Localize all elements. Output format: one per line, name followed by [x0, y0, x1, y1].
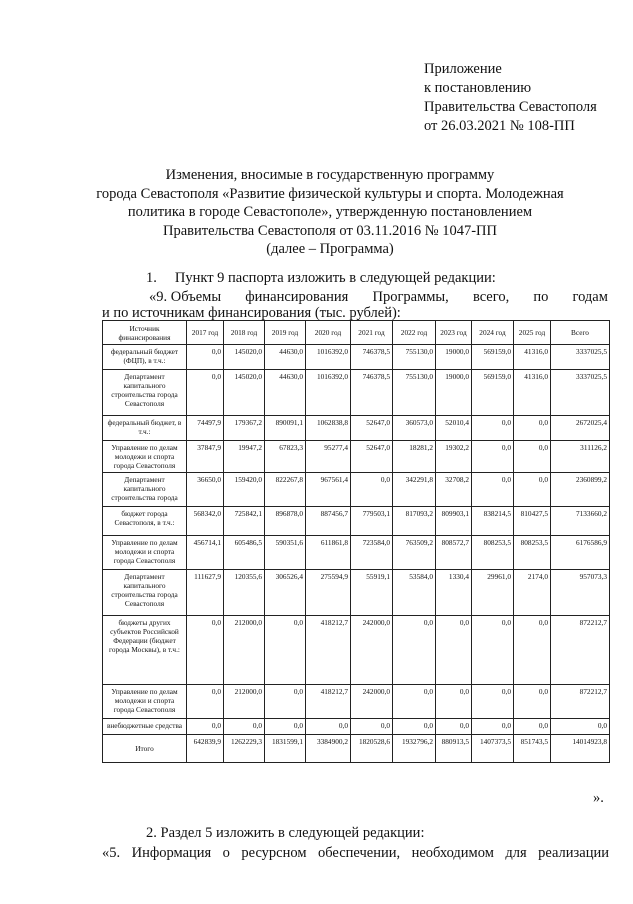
- row-value-cell: 755130,0: [393, 345, 436, 370]
- row-value-cell: 1407373,5: [472, 735, 514, 763]
- row-source-cell: федеральный бюджет, в т.ч.:: [103, 416, 187, 441]
- item-9-quote-line: [149, 289, 608, 306]
- row-value-cell: 52647,0: [351, 416, 393, 441]
- row-value-cell: 0,0: [265, 719, 306, 735]
- item-5-word: необходимом: [411, 845, 494, 861]
- title-line: Правительства Севастополя от 03.11.2016 № 1047-ПП: [162, 222, 498, 239]
- row-value-cell: 2672025,4: [551, 416, 610, 441]
- row-value-cell: 763509,2: [393, 536, 436, 570]
- row-value-cell: 212000,0: [224, 685, 265, 719]
- row-value-cell: 0,0: [187, 685, 224, 719]
- item-5-line: [102, 845, 609, 862]
- row-value-cell: 342291,8: [393, 473, 436, 507]
- item-5-word: о: [222, 845, 230, 861]
- row-value-cell: 0,0: [265, 685, 306, 719]
- row-value-cell: 0,0: [514, 685, 551, 719]
- row-value-cell: 0,0: [436, 616, 472, 685]
- row-value-cell: 44630,0: [265, 370, 306, 416]
- row-value-cell: 41316,0: [514, 370, 551, 416]
- row-value-cell: 18281,2: [393, 441, 436, 473]
- header-year: 2021 год: [351, 321, 393, 345]
- table-row: [103, 685, 610, 719]
- row-value-cell: 0,0: [472, 685, 514, 719]
- row-value-cell: 851743,5: [514, 735, 551, 763]
- row-value-cell: 52647,0: [351, 441, 393, 473]
- row-value-cell: 642839,9: [187, 735, 224, 763]
- header-year: 2018 год: [224, 321, 265, 345]
- row-value-cell: 872212,7: [551, 685, 610, 719]
- row-value-cell: 0,0: [436, 719, 472, 735]
- row-value-cell: 275594,9: [306, 570, 351, 616]
- item-9-quote-line-2: и по источникам финансирования (тыс. рублей):: [102, 305, 401, 321]
- row-source-cell: Департамент капитального строительства города: [103, 473, 187, 507]
- row-value-cell: 179367,2: [224, 416, 265, 441]
- header-year: 2017 год: [187, 321, 224, 345]
- row-source-cell: Итого: [103, 735, 187, 763]
- row-value-cell: 957073,3: [551, 570, 610, 616]
- row-value-cell: 0,0: [514, 616, 551, 685]
- row-value-cell: 0,0: [224, 719, 265, 735]
- row-value-cell: 145020,0: [224, 345, 265, 370]
- table-row: [103, 416, 610, 441]
- header-year: 2022 год: [393, 321, 436, 345]
- row-value-cell: 746378,5: [351, 345, 393, 370]
- row-value-cell: 725842,1: [224, 507, 265, 536]
- row-value-cell: 95277,4: [306, 441, 351, 473]
- row-value-cell: 755130,0: [393, 370, 436, 416]
- table-header-row: [103, 321, 610, 345]
- row-value-cell: 360573,0: [393, 416, 436, 441]
- row-value-cell: 37847,9: [187, 441, 224, 473]
- row-source-cell: бюджет города Севастополя, в т.ч.:: [103, 507, 187, 536]
- row-value-cell: 0,0: [187, 370, 224, 416]
- row-value-cell: 52010,4: [436, 416, 472, 441]
- title-line: Изменения, вносимые в государственную программу: [165, 167, 495, 183]
- row-value-cell: 0,0: [436, 685, 472, 719]
- row-value-cell: 0,0: [472, 616, 514, 685]
- row-value-cell: 111627,9: [187, 570, 224, 616]
- row-value-cell: 0,0: [351, 473, 393, 507]
- row-value-cell: 611861,8: [306, 536, 351, 570]
- item-5-word: Информация: [131, 845, 212, 861]
- row-value-cell: 41316,0: [514, 345, 551, 370]
- row-value-cell: 1062838,8: [306, 416, 351, 441]
- row-value-cell: 0,0: [187, 719, 224, 735]
- row-value-cell: 872212,7: [551, 616, 610, 685]
- title-line: (далее – Программа): [266, 241, 394, 257]
- row-source-cell: бюджеты других субъектов Российской Федерации (бюджет города Москвы), в т.ч.:: [103, 616, 187, 685]
- row-value-cell: 0,0: [393, 616, 436, 685]
- row-value-cell: 1016392,0: [306, 370, 351, 416]
- row-value-cell: 2360899,2: [551, 473, 610, 507]
- row-value-cell: 880913,5: [436, 735, 472, 763]
- row-value-cell: 779503,1: [351, 507, 393, 536]
- table-row: [103, 473, 610, 507]
- row-value-cell: 0,0: [187, 345, 224, 370]
- row-value-cell: 0,0: [514, 416, 551, 441]
- row-value-cell: 456714,1: [187, 536, 224, 570]
- row-source-cell: Управление по делам молодежи и спорта города Севастополя: [103, 441, 187, 473]
- appendix-header: [424, 60, 624, 136]
- row-value-cell: 1831599,1: [265, 735, 306, 763]
- row-value-cell: 569159,0: [472, 370, 514, 416]
- item-5-word: для: [505, 845, 527, 861]
- table-row: [103, 719, 610, 735]
- row-value-cell: 1262229,3: [224, 735, 265, 763]
- row-value-cell: 0,0: [472, 719, 514, 735]
- row-value-cell: 810427,5: [514, 507, 551, 536]
- row-value-cell: 3337025,5: [551, 345, 610, 370]
- row-value-cell: 418212,7: [306, 616, 351, 685]
- row-value-cell: 55919,1: [351, 570, 393, 616]
- row-value-cell: 19000,0: [436, 370, 472, 416]
- quote-word: по: [533, 289, 549, 305]
- row-value-cell: 590351,6: [265, 536, 306, 570]
- row-value-cell: 0,0: [187, 616, 224, 685]
- item-1-number: 1.: [146, 270, 157, 286]
- row-value-cell: 896878,0: [265, 507, 306, 536]
- quote-word: финансирования: [245, 289, 349, 305]
- table-row: [103, 370, 610, 416]
- row-value-cell: 817093,2: [393, 507, 436, 536]
- item-5-word: обеспечении,: [318, 845, 401, 861]
- row-value-cell: 306526,4: [265, 570, 306, 616]
- row-value-cell: 120355,6: [224, 570, 265, 616]
- row-value-cell: 0,0: [472, 473, 514, 507]
- row-source-cell: федеральный бюджет (ФЦП), в т.ч.:: [103, 345, 187, 370]
- header-year: 2020 год: [306, 321, 351, 345]
- row-value-cell: 1932796,2: [393, 735, 436, 763]
- item-5-word: «5.: [102, 845, 121, 861]
- row-value-cell: 569159,0: [472, 345, 514, 370]
- row-value-cell: 3337025,5: [551, 370, 610, 416]
- item-1: [146, 270, 514, 287]
- header-year: 2025 год: [514, 321, 551, 345]
- item-5-word: ресурсном: [241, 845, 307, 861]
- row-value-cell: 838214,5: [472, 507, 514, 536]
- row-value-cell: 6176586,9: [551, 536, 610, 570]
- row-value-cell: 3384900,2: [306, 735, 351, 763]
- row-value-cell: 808253,5: [472, 536, 514, 570]
- row-value-cell: 44630,0: [265, 345, 306, 370]
- row-value-cell: 568342,0: [187, 507, 224, 536]
- row-value-cell: 212000,0: [224, 616, 265, 685]
- row-value-cell: 0,0: [472, 416, 514, 441]
- row-value-cell: 418212,7: [306, 685, 351, 719]
- row-value-cell: 0,0: [306, 719, 351, 735]
- quote-word: Программы,: [372, 289, 449, 305]
- appendix-line: от 26.03.2021 № 108-ПП: [424, 118, 575, 134]
- row-source-cell: Управление по делам молодежи и спорта города Севастополя: [103, 685, 187, 719]
- row-value-cell: 723584,0: [351, 536, 393, 570]
- row-value-cell: 808253,5: [514, 536, 551, 570]
- row-value-cell: 808572,7: [436, 536, 472, 570]
- row-value-cell: 311126,2: [551, 441, 610, 473]
- row-value-cell: 887456,7: [306, 507, 351, 536]
- table-row: [103, 536, 610, 570]
- table-body: [103, 345, 610, 763]
- item-5-word: реализации: [538, 845, 609, 861]
- header-year: 2023 год: [436, 321, 472, 345]
- item-2: 2. Раздел 5 изложить в следующей редакции:: [146, 825, 425, 841]
- row-value-cell: 29961,0: [472, 570, 514, 616]
- row-value-cell: 0,0: [351, 719, 393, 735]
- row-value-cell: 0,0: [265, 616, 306, 685]
- header-year: 2019 год: [265, 321, 306, 345]
- row-value-cell: 0,0: [472, 441, 514, 473]
- appendix-line: к постановлению: [424, 80, 532, 96]
- row-value-cell: 19000,0: [436, 345, 472, 370]
- table-row: [103, 735, 610, 763]
- title-line: политика в городе Севастополе», утвержденную постановлением: [127, 204, 533, 220]
- row-value-cell: 605486,5: [224, 536, 265, 570]
- row-value-cell: 2174,0: [514, 570, 551, 616]
- row-value-cell: 32708,2: [436, 473, 472, 507]
- row-value-cell: 809903,1: [436, 507, 472, 536]
- row-value-cell: 822267,8: [265, 473, 306, 507]
- row-value-cell: 14014923,8: [551, 735, 610, 763]
- row-source-cell: Управление по делам молодежи и спорта города Севастополя: [103, 536, 187, 570]
- quote-word: годам: [572, 289, 608, 305]
- appendix-line: Приложение: [424, 61, 502, 77]
- row-value-cell: 0,0: [514, 441, 551, 473]
- row-value-cell: 0,0: [514, 473, 551, 507]
- row-value-cell: 242000,0: [351, 685, 393, 719]
- row-value-cell: 19947,2: [224, 441, 265, 473]
- row-value-cell: 1820528,6: [351, 735, 393, 763]
- row-value-cell: 74497,9: [187, 416, 224, 441]
- financing-table: [102, 320, 610, 763]
- table-row: [103, 441, 610, 473]
- row-source-cell: Департамент капитального строительства города Севастополя: [103, 570, 187, 616]
- row-value-cell: 890091,1: [265, 416, 306, 441]
- row-value-cell: 242000,0: [351, 616, 393, 685]
- row-value-cell: 967561,4: [306, 473, 351, 507]
- item-1-text: Пункт 9 паспорта изложить в следующей редакции:: [174, 270, 496, 286]
- row-value-cell: 0,0: [551, 719, 610, 735]
- header-year: 2024 год: [472, 321, 514, 345]
- row-value-cell: 53584,0: [393, 570, 436, 616]
- appendix-line: Правительства Севастополя: [424, 99, 597, 115]
- row-value-cell: 1330,4: [436, 570, 472, 616]
- row-source-cell: Департамент капитального строительства города Севастополя: [103, 370, 187, 416]
- row-value-cell: 159420,0: [224, 473, 265, 507]
- table-row: [103, 570, 610, 616]
- table-row: [103, 507, 610, 536]
- table-row: [103, 616, 610, 685]
- title-line: города Севастополя «Развитие физической культуры и спорта. Молодежная: [96, 185, 564, 202]
- quote-word: всего,: [472, 289, 510, 305]
- row-value-cell: 1016392,0: [306, 345, 351, 370]
- table-row: [103, 345, 610, 370]
- row-value-cell: 145020,0: [224, 370, 265, 416]
- quote-word: «9. Объемы: [149, 289, 222, 305]
- document-title: [90, 166, 570, 259]
- row-value-cell: 0,0: [393, 719, 436, 735]
- row-value-cell: 746378,5: [351, 370, 393, 416]
- row-value-cell: 7133660,2: [551, 507, 610, 536]
- row-value-cell: 67823,3: [265, 441, 306, 473]
- row-value-cell: 0,0: [514, 719, 551, 735]
- closing-quote: ».: [593, 790, 604, 806]
- row-value-cell: 36650,0: [187, 473, 224, 507]
- header-source: Источник финансирования: [103, 321, 187, 345]
- header-total: Всего: [551, 321, 610, 345]
- row-value-cell: 19302,2: [436, 441, 472, 473]
- row-value-cell: 0,0: [393, 685, 436, 719]
- row-source-cell: внебюджетные средства: [103, 719, 187, 735]
